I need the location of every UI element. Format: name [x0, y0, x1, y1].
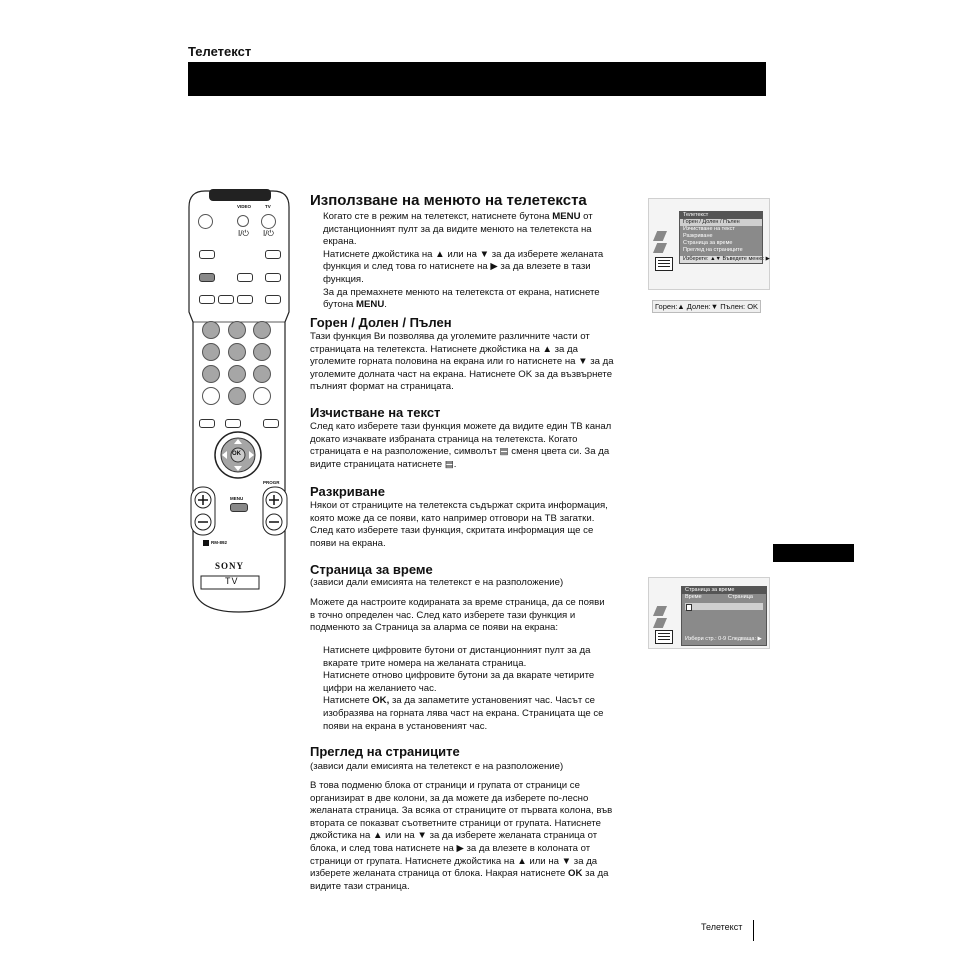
intro-line: функция.	[323, 273, 364, 285]
body-line: видите страницата натиснете ▤.	[310, 458, 457, 470]
sound-mode-button[interactable]	[199, 419, 215, 428]
digit-6-button[interactable]	[253, 343, 271, 361]
menu-columns	[682, 594, 766, 602]
tv-logo: TV	[225, 576, 239, 586]
digit-5-button[interactable]	[228, 343, 246, 361]
menu-label: MENU	[230, 496, 244, 501]
mute-button[interactable]	[198, 214, 213, 229]
recall-button[interactable]	[253, 387, 271, 405]
step-line: Натиснете цифровите бутони от дистанционният пулт за да	[323, 645, 591, 656]
section-heading: Преглед на страниците	[310, 744, 460, 759]
body-line: желаната страница. За всяка от страниците от първата колона, във	[310, 805, 613, 817]
swap-button[interactable]	[265, 273, 281, 282]
step-line: изобразява на горната лява част на екрана. Страницата ще се	[323, 707, 604, 719]
intro-paragraph	[323, 211, 623, 312]
section-heading: Страница за време	[310, 562, 433, 577]
double-digit-button[interactable]	[202, 387, 220, 405]
section-heading: Разкриване	[310, 484, 385, 499]
body-line: подменюто за Страница за аларма се появи на екрана:	[310, 622, 559, 634]
body-line: в точно определен час. След като изберете тази функция и	[310, 609, 576, 621]
section-heading: Горен / Долен / Пълен	[310, 315, 452, 330]
intro-line: Когато сте в режим на телетекст, натиснете бутона MENU от	[323, 211, 593, 222]
step-line: Натиснете отново цифровите бутони за да вкарате четирите	[323, 670, 595, 682]
body-line: появи на екрана.	[310, 537, 386, 549]
section-body	[310, 780, 640, 893]
body-line: джойстика на ▲ или на ▼ за да изберете желаната страница от	[310, 830, 598, 842]
body-line: страницата е на разположение, символът ▤ сменя цвета си. За да	[310, 446, 610, 458]
step-line: появи на екрана в установеният час.	[323, 720, 488, 732]
body-line: уголемите горната половина на екрана или го натиснете на ▼ за да	[310, 356, 614, 368]
tv-label: TV	[265, 204, 271, 209]
screen-caption: Горен:▲ Долен:▼ Пълен: OK	[652, 300, 761, 313]
intro-line: Натиснете джойстика на ▲ или на ▼ за да изберете желаната	[323, 248, 604, 260]
info-button[interactable]	[199, 250, 215, 259]
surround-button[interactable]	[263, 419, 279, 428]
footer-divider	[753, 920, 754, 941]
video-power-button[interactable]	[237, 215, 249, 227]
menu-header: Телетекст	[680, 212, 762, 219]
menu-item[interactable]: Страница за време	[683, 240, 733, 246]
side-tab	[773, 544, 854, 562]
pip-button[interactable]	[237, 273, 253, 282]
section-heading: Изчистване на текст	[310, 405, 441, 420]
video-label: VIDEO	[237, 204, 252, 209]
step-line: цифри на желанието час.	[323, 682, 437, 694]
intro-line: функция и след това го натиснете на ▶ за да влезете в тази	[323, 261, 591, 273]
section-body	[310, 421, 640, 471]
volume-rocker[interactable]	[191, 487, 215, 535]
section-body	[310, 500, 640, 550]
page-icon	[653, 606, 667, 616]
body-line: Тази функция Ви позволява да уголемите различните части от	[310, 331, 590, 342]
page-column-label: Страница	[728, 594, 753, 600]
intro-line: бутона MENU.	[323, 299, 387, 311]
body-line: уголемите долната част на екрана. Натиснете OK за да възвърнете	[310, 368, 613, 380]
time-entry-field[interactable]	[685, 603, 763, 610]
section-steps	[323, 645, 623, 733]
teletext-icon	[655, 257, 673, 271]
menu-item[interactable]: Изчистване на текст	[683, 226, 735, 232]
body-line: блока, и след това натиснете на ▶ за да влезете в колоната от	[310, 842, 591, 854]
time-column-label: Време	[685, 594, 702, 600]
page-title: Използване на менюто на телетекста	[310, 192, 587, 209]
time-page-screen	[648, 577, 770, 649]
digit-8-button[interactable]	[228, 365, 246, 383]
body-line: Някои от страниците на телетекста съдържат скрита информация,	[310, 500, 608, 511]
step-line: Натиснете OK, за да запаметите установеният час. Часът се	[323, 695, 596, 707]
body-line: докато изчаквате избраната страница на телетекста. Когато	[310, 433, 578, 445]
intro-line: дистанционният пулт за да видите менюто на телетекста на	[323, 223, 592, 235]
body-line: В това подменю блока от страници и групата от страници се	[310, 780, 580, 791]
digit-9-button[interactable]	[253, 365, 271, 383]
menu-item[interactable]: Преглед на страниците	[683, 247, 743, 253]
screen-side-icons	[653, 606, 667, 630]
blue-fn-button[interactable]	[265, 295, 281, 304]
digit-3-button[interactable]	[253, 321, 271, 339]
digit-0-button[interactable]	[228, 387, 246, 405]
red-fn-button[interactable]	[199, 295, 215, 304]
intro-line: За да премахнете менюто на телетекста от екрана, натиснете	[323, 286, 600, 298]
body-line: която може да се появи, като например отговори на ТВ загатки.	[310, 512, 595, 524]
picture-mode-button[interactable]	[225, 419, 241, 428]
section-body	[310, 597, 640, 635]
menu-header: Страница за време	[682, 587, 766, 594]
ok-label: OK	[232, 451, 241, 457]
program-rocker[interactable]	[263, 487, 287, 535]
body-line: Можете да настроите кодираната за време страница, да се появи	[310, 597, 605, 608]
body-line: страницата на телетекста. Натиснете джойстика на ▲ за да	[310, 343, 578, 355]
page-icon	[653, 243, 667, 253]
teletext-button[interactable]	[265, 250, 281, 259]
input-button[interactable]	[199, 273, 215, 282]
menu-footer: Избери стр.: 0-9 Следваща: ▶	[685, 636, 762, 642]
body-line: втората се показват съответните страници от групата. Натиснете	[310, 817, 602, 829]
header-bar	[188, 62, 766, 96]
body-line: изберете желаната страница от блока. Накрая натиснете OK за да	[310, 868, 609, 880]
section-subnote: (зависи дали емисията на телетекст е на разположение)	[310, 761, 564, 772]
footer-label: Телетекст	[701, 922, 743, 932]
step-line: вкарате трите номера на желаната страница.	[323, 657, 527, 669]
teletext-menu	[679, 211, 770, 264]
teletext-icon	[655, 630, 673, 644]
digit-4-button[interactable]	[202, 343, 220, 361]
teletext-menu-screen	[648, 198, 770, 290]
menu-item[interactable]: Разкриване	[683, 233, 713, 239]
body-line: пълният формат на страницата.	[310, 381, 454, 393]
body-line: страници от групата. Натиснете джойстика на ▲ или на ▼ за да	[310, 855, 598, 867]
body-line: След като изберете тази функция, скритата информация ще се	[310, 525, 594, 537]
remote-control	[185, 187, 293, 617]
section-body	[310, 331, 640, 394]
section-subnote: (зависи дали емисията на телетекст е на разположение)	[310, 577, 564, 588]
digit-2-button[interactable]	[228, 321, 246, 339]
video-power-label: I/⏻	[238, 229, 249, 238]
green-fn-button[interactable]	[218, 295, 234, 304]
yellow-fn-button[interactable]	[237, 295, 253, 304]
menu-footer: Изберете: ▲▼ Въведете меню: ▶	[680, 256, 762, 263]
tv-power-label: I/⏻	[263, 229, 274, 238]
progr-label: PROGR	[263, 480, 280, 485]
body-line: видите тази страница.	[310, 880, 410, 892]
time-page-menu	[681, 586, 767, 646]
digit-7-button[interactable]	[202, 365, 220, 383]
model-label: RM-892	[211, 540, 228, 545]
sony-logo: SONY	[215, 561, 245, 571]
body-line: организират в две колони, за да можете да изберете по-лесно	[310, 792, 589, 804]
body-line: След като изберете тази функция можете да видите един ТВ канал	[310, 421, 612, 432]
page-icon	[653, 231, 667, 241]
menu-button[interactable]	[230, 503, 248, 512]
section-label: Телетекст	[188, 44, 252, 59]
menu-item[interactable]: Горен / Долен / Пълен	[680, 219, 762, 226]
digit-1-button[interactable]	[202, 321, 220, 339]
page-icon	[653, 618, 667, 628]
cursor-icon	[686, 604, 692, 611]
screen-side-icons	[653, 231, 667, 255]
intro-line: екрана.	[323, 236, 357, 248]
tv-power-button[interactable]	[261, 214, 276, 229]
